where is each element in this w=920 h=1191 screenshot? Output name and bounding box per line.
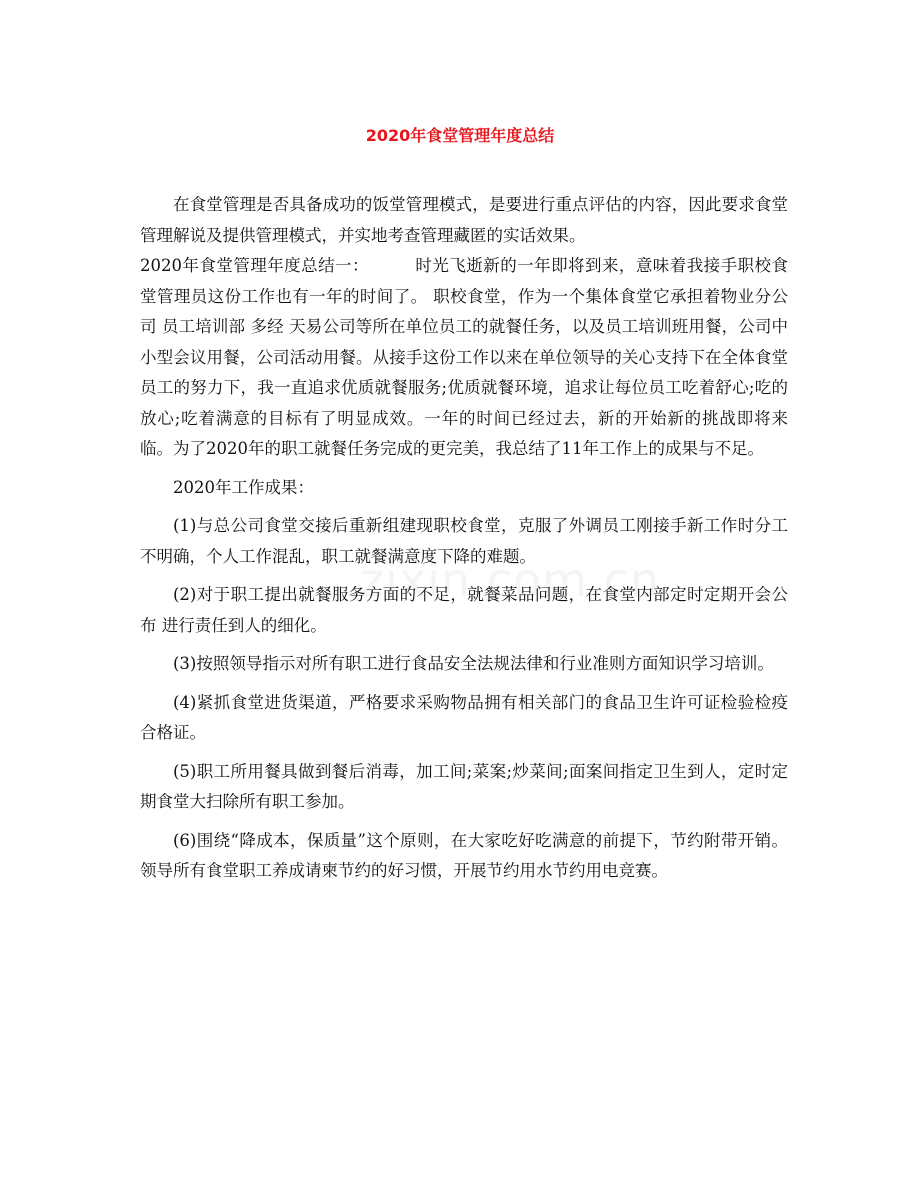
section-heading: 2020年食堂管理年度总结一：	[140, 256, 369, 275]
achievement-item-6: (6)围绕“降成本，保质量”这个原则，在大家吃好吃满意的前提下，节约附带开销。领导所有食堂职工养成请柬节约的好习惯，开展节约用水节约用电竞赛。	[140, 830, 788, 880]
summary-paragraph	[140, 251, 788, 465]
achievement-item-4: (4)紧抓食堂进货渠道，严格要求采购物品拥有相关部门的食品卫生许可证检验检疫合格证。	[140, 692, 788, 742]
intro-paragraph: 在食堂管理是否具备成功的饭堂管理模式，是要进行重点评估的内容，因此要求食堂管理解说及提供管理模式，并实地考查管理藏匿的实话效果。	[140, 195, 788, 245]
document-title: 2020年食堂管理年度总结	[365, 126, 555, 145]
achievement-item-2: (2)对于职工提出就餐服务方面的不足，就餐菜品问题，在食堂内部定时定期开会公布 进行责任到人的细化。	[140, 585, 788, 635]
section-text: 时光飞逝新的一年即将到来，意味着我接手职校食堂管理员这份工作也有一年的时间了。 职校食堂，作为一个集体食堂它承担着物业分公司 员工培训部 多经 天易公司等所在单位员工的就餐任务，以及员工培训班用餐，公司中小型会议用餐，公司活动用餐。从接手这份工作以来在单位领导的关心支持下在全体食堂员工的努力下，我一直追求优质就餐服务;优质就餐环境，追求让每位员工吃着舒心;吃的放心;吃着满意的目标有了明显成效。一年的时间已经过去，新的开始新的挑战即将来临。为了2020年的职工就餐任务完成的更完美，我总结了11年工作上的成果与不足。	[140, 256, 788, 458]
achievement-item-3: (3)按照领导指示对所有职工进行食品安全法规法律和行业准则方面知识学习培训。	[173, 654, 774, 673]
document-body	[140, 190, 788, 887]
achievement-item-1: (1)与总公司食堂交接后重新组建现职校食堂，克服了外调员工刚接手新工作时分工不明确，个人工作混乱，职工就餐满意度下降的难题。	[140, 516, 788, 566]
achievement-item-5: (5)职工所用餐具做到餐后消毒，加工间;菜案;炒菜间;面案间指定卫生到人，定时定期食堂大扫除所有职工参加。	[140, 761, 788, 811]
achievements-heading: 2020年工作成果：	[173, 477, 314, 497]
